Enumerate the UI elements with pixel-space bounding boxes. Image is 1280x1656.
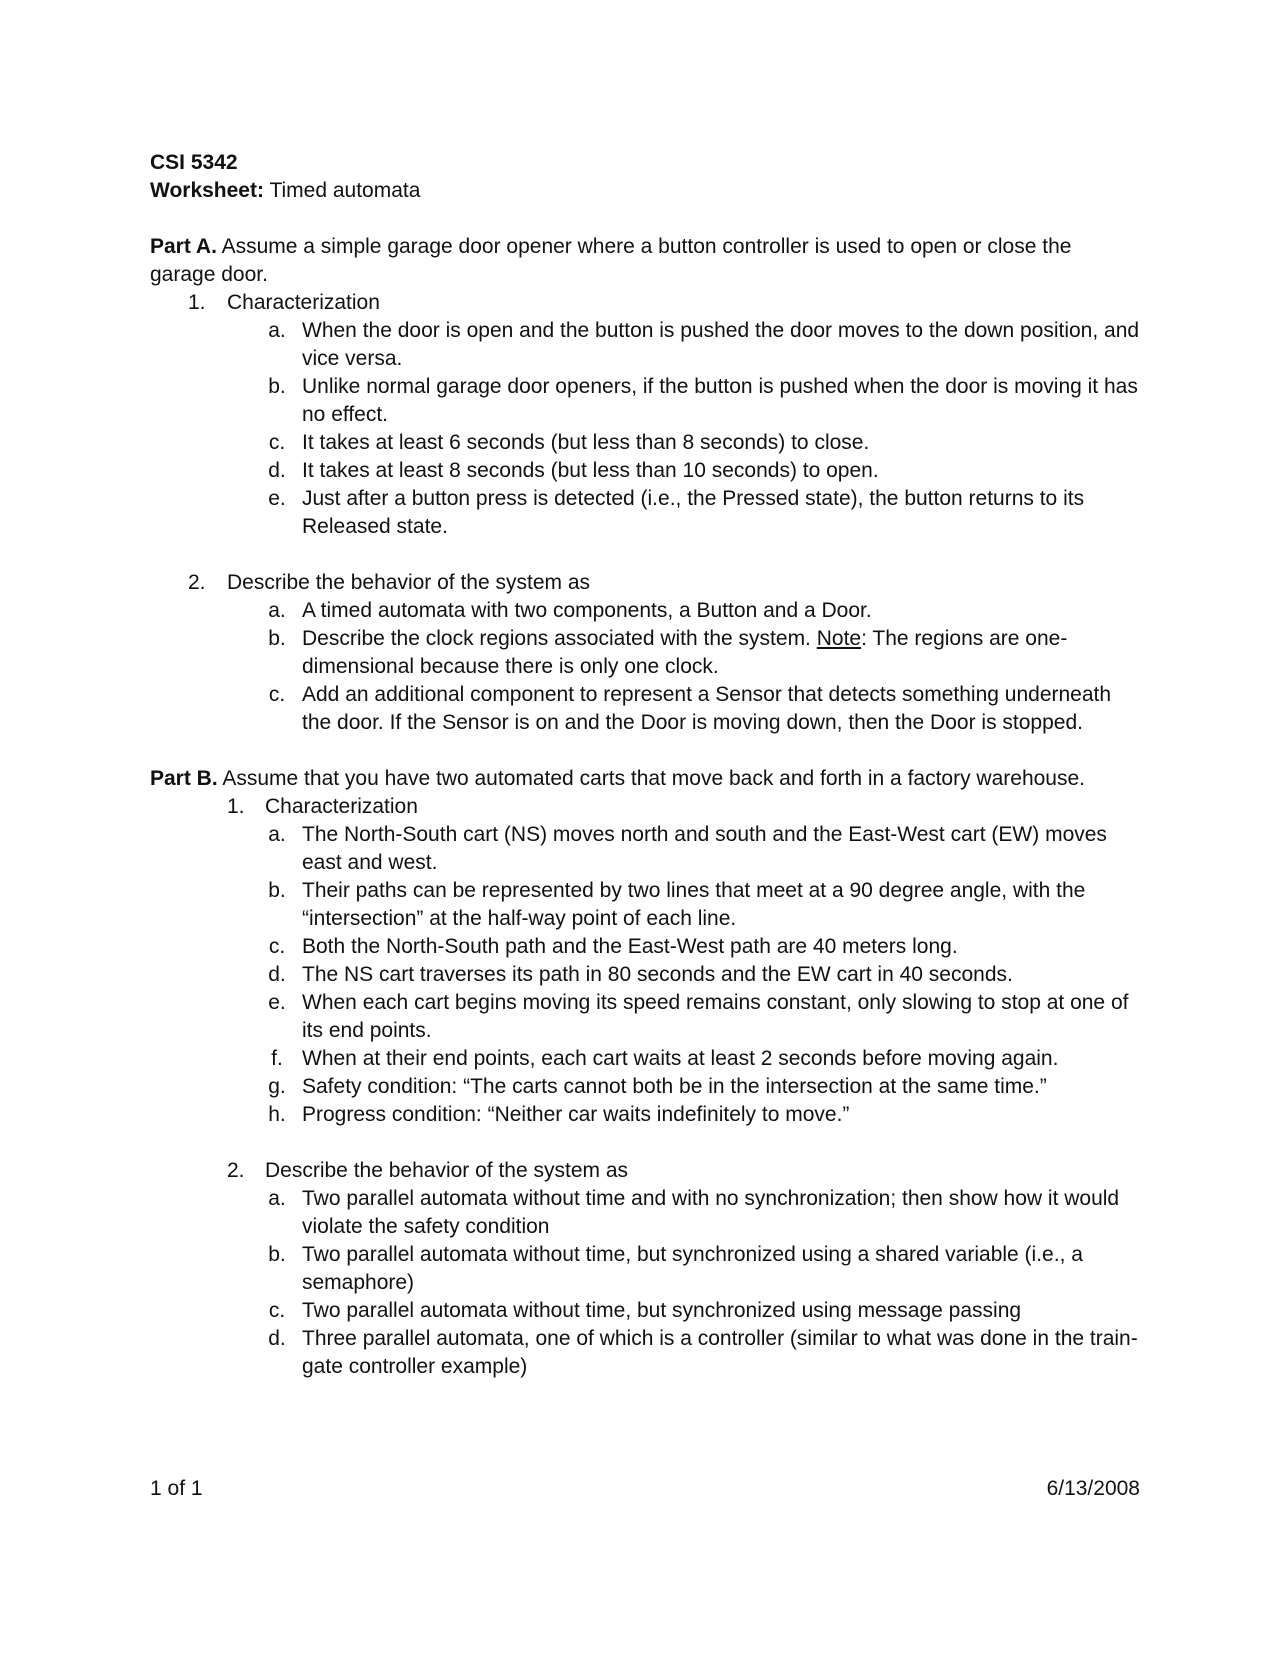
part-a-item-1 (150, 289, 1140, 317)
part-a-label: Part A. (150, 235, 217, 258)
list-item-text-pre: Describe the clock regions associated with the system. (302, 627, 817, 650)
worksheet-title-line (150, 177, 1140, 205)
part-b-text: Assume that you have two automated carts that move back and forth in a factory warehouse. (217, 767, 1085, 790)
list-item-text: The NS cart traverses its path in 80 seconds and the EW cart in 40 seconds. (302, 963, 1013, 986)
item-title: Characterization (265, 795, 418, 818)
list-item (150, 821, 1140, 877)
part-a-text: Assume a simple garage door opener where a button controller is used to open or close the garage door. (150, 235, 1072, 286)
list-item (150, 1185, 1140, 1241)
list-item (150, 1325, 1140, 1381)
list-item-text: Unlike normal garage door openers, if the button is pushed when the door is moving it has no effect. (302, 375, 1138, 426)
list-item-text: When each cart begins moving its speed remains constant, only slowing to stop at one of its end points. (302, 991, 1129, 1042)
list-item-text: Two parallel automata without time, but synchronized using a shared variable (i.e., a semaphore) (302, 1243, 1083, 1294)
list-letter: d. (268, 459, 286, 482)
list-item-text: Three parallel automata, one of which is a controller (similar to what was done in the train-gate controller example) (302, 1327, 1138, 1378)
list-item (150, 457, 1140, 485)
list-item (150, 933, 1140, 961)
worksheet-label: Worksheet: (150, 179, 264, 202)
list-item (150, 989, 1140, 1045)
list-item (150, 597, 1140, 625)
part-b-item-1 (150, 793, 1140, 821)
list-letter: a. (268, 319, 286, 342)
worksheet-page (150, 149, 1140, 1381)
list-letter: c. (268, 935, 286, 958)
list-item-text: It takes at least 6 seconds (but less than 8 seconds) to close. (302, 431, 870, 454)
page-footer (150, 1475, 1140, 1503)
course-code: CSI 5342 (150, 151, 238, 174)
list-letter: b. (268, 627, 286, 650)
part-a-intro (150, 233, 1140, 289)
list-letter: g. (268, 1075, 286, 1098)
list-item-text: Their paths can be represented by two lines that meet at a 90 degree angle, with the “intersection” at the half-way point of each line. (302, 879, 1086, 930)
part-a-item-2 (150, 569, 1140, 597)
list-item-text: Two parallel automata without time and with no synchronization; then show how it would violate the safety condition (302, 1187, 1120, 1238)
list-item-text: Progress condition: “Neither car waits indefinitely to move.” (302, 1103, 850, 1126)
page-number: 1 of 1 (150, 1477, 203, 1500)
list-item-text: It takes at least 8 seconds (but less than 10 seconds) to open. (302, 459, 879, 482)
list-item (150, 373, 1140, 429)
list-item-text: Add an additional component to represent a Sensor that detects something underneath the door. If the Sensor is on and the Door is moving down, then the Door is stopped. (302, 683, 1112, 734)
list-letter: b. (268, 1243, 286, 1266)
item-title: Characterization (227, 291, 380, 314)
list-item (150, 625, 1140, 681)
list-letter: a. (268, 823, 286, 846)
list-item (150, 877, 1140, 933)
list-item-text-post: : The regions are one-dimensional because there is only one clock. (302, 627, 1068, 678)
list-letter: a. (268, 1187, 286, 1210)
list-letter: e. (268, 487, 286, 510)
list-number: 1. (188, 291, 206, 314)
list-item (150, 429, 1140, 457)
worksheet-title: Timed automata (263, 179, 421, 202)
list-item-text: Two parallel automata without time, but synchronized using message passing (302, 1299, 1022, 1322)
list-item-text: When the door is open and the button is pushed the door moves to the down position, and vice versa. (302, 319, 1140, 370)
part-b-intro (150, 765, 1140, 793)
list-letter: c. (268, 431, 286, 454)
footer-date: 6/13/2008 (1046, 1477, 1140, 1500)
list-item (150, 681, 1140, 737)
list-letter: h. (268, 1103, 286, 1126)
part-b-item-2 (150, 1157, 1140, 1185)
list-letter: d. (268, 1327, 286, 1350)
list-letter: d. (268, 963, 286, 986)
item-title: Describe the behavior of the system as (227, 571, 591, 594)
list-item-text: The North-South cart (NS) moves north and south and the East-West cart (EW) moves east and west. (302, 823, 1107, 874)
list-letter: e. (268, 991, 286, 1014)
list-item (150, 1045, 1140, 1073)
note-label: Note (816, 627, 862, 650)
list-number: 2. (227, 1159, 245, 1182)
list-item (150, 317, 1140, 373)
item-title: Describe the behavior of the system as (265, 1159, 629, 1182)
list-item (150, 1101, 1140, 1129)
list-item-text: A timed automata with two components, a Button and a Door. (302, 599, 872, 622)
list-item-text: When at their end points, each cart waits at least 2 seconds before moving again. (302, 1047, 1059, 1070)
list-item (150, 1297, 1140, 1325)
list-number: 2. (188, 571, 206, 594)
list-letter: f. (271, 1047, 283, 1070)
list-letter: a. (268, 599, 286, 622)
list-item (150, 1241, 1140, 1297)
list-item (150, 485, 1140, 541)
list-item-text: Both the North-South path and the East-West path are 40 meters long. (302, 935, 958, 958)
part-b-label: Part B. (150, 767, 218, 790)
list-letter: c. (268, 1299, 286, 1322)
list-letter: b. (268, 375, 286, 398)
list-item-text: Safety condition: “The carts cannot both be in the intersection at the same time.” (302, 1075, 1047, 1098)
list-letter: b. (268, 879, 286, 902)
list-letter: c. (268, 683, 286, 706)
list-item (150, 1073, 1140, 1101)
list-number: 1. (227, 795, 245, 818)
list-item-text: Just after a button press is detected (i.e., the Pressed state), the button returns to its Released state. (302, 487, 1085, 538)
list-item (150, 961, 1140, 989)
